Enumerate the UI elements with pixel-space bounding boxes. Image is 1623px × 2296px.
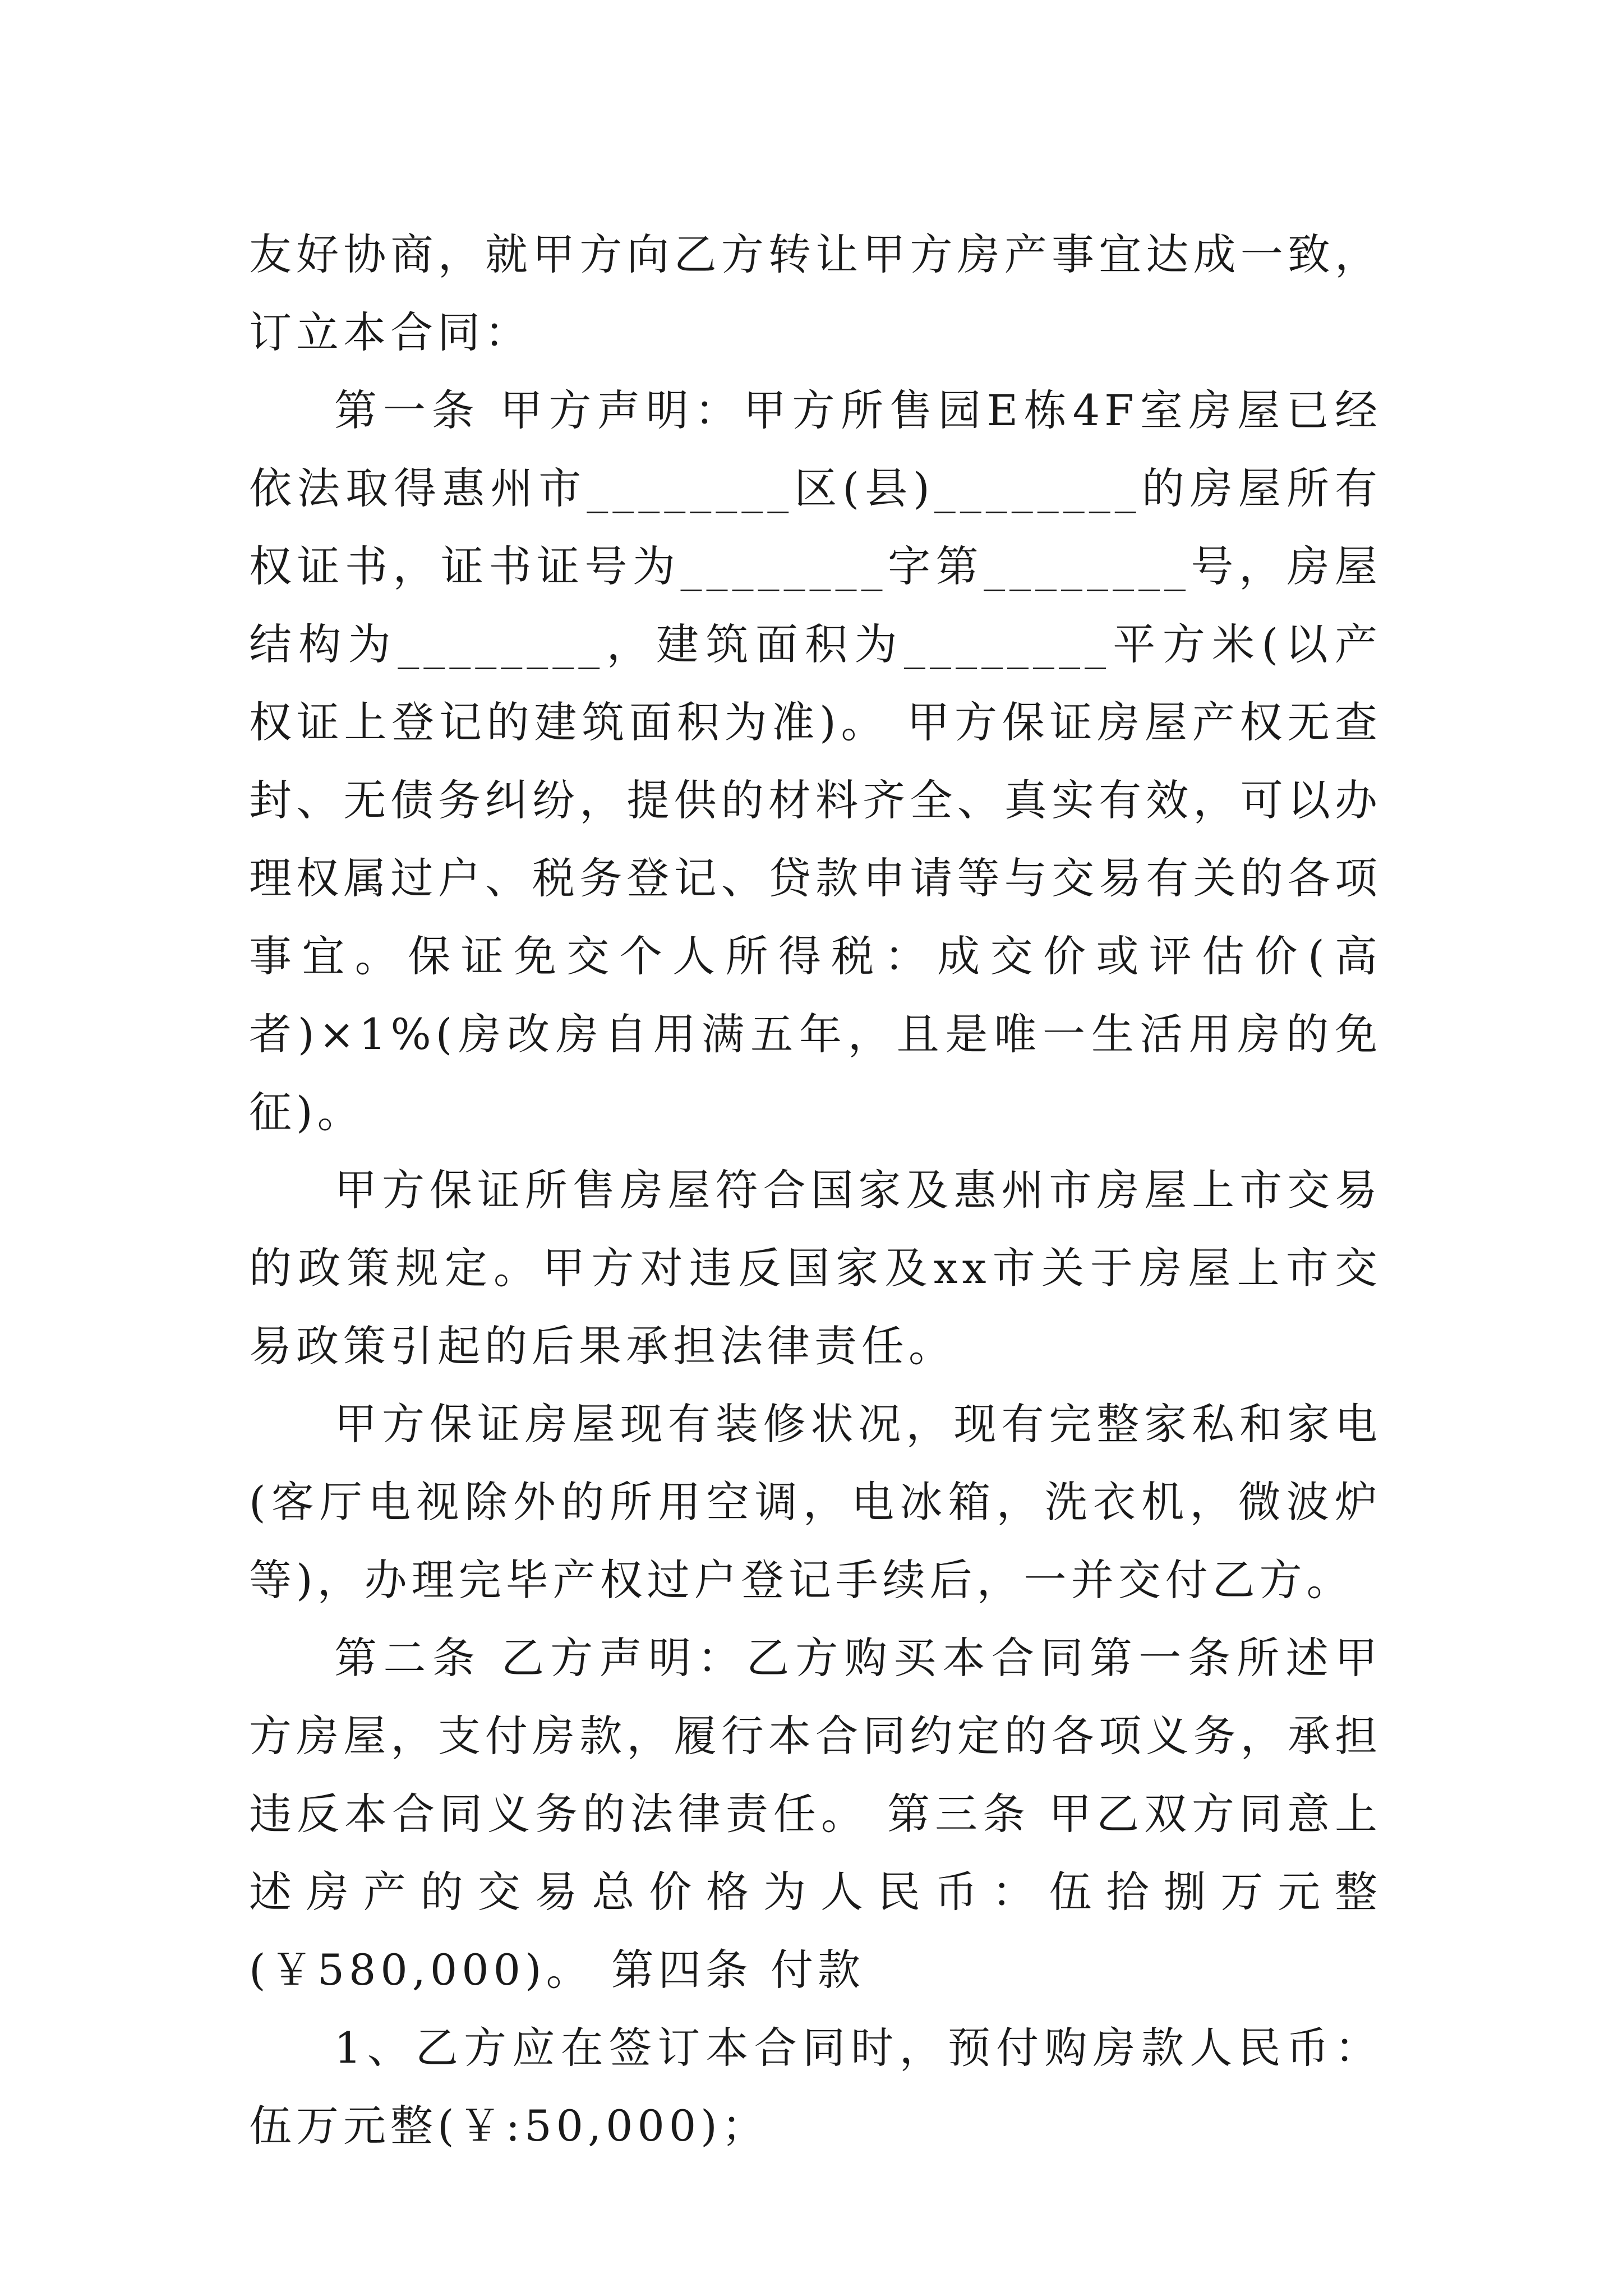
contract-body xyxy=(249,215,1382,2165)
paragraph-furnishing-guarantee: 甲方保证房屋现有装修状况，现有完整家私和家电(客厅电视除外的所用空调，电冰箱，洗衣机，微波炉等)，办理完毕产权过户登记手续后，一并交付乙方。 xyxy=(249,1399,1382,1605)
paragraph-article-1: 第一条 甲方声明：甲方所售园E栋4F室房屋已经依法取得惠州市________区(县)________的房屋所有权证书，证书证号为________字第________号，房屋结构为________，建筑面积为________平方米(以产权证上登记的建筑面积为准)。 甲方保证房屋产权无查封、无债务纠纷，提供的材料齐全、真实有效，可以办理权属过户、税务登记、贷款申请等与交易有关的各项事宜。保证免交个人所得税：成交价或评估价(高者)×1%(房改房自用满五年，且是唯一生活用房的免征)。 xyxy=(249,385,1382,1137)
paragraph-article-2-3-4: 第二条 乙方声明：乙方购买本合同第一条所述甲方房屋，支付房款，履行本合同约定的各项义务，承担违反本合同义务的法律责任。 第三条 甲乙双方同意上述房产的交易总价格为人民币：伍拾捌万元整(￥580,000)。 第四条 付款 xyxy=(249,1633,1382,1995)
paragraph-policy-guarantee: 甲方保证所售房屋符合国家及惠州市房屋上市交易的政策规定。甲方对违反国家及xx市关于房屋上市交易政策引起的后果承担法律责任。 xyxy=(249,1165,1382,1371)
paragraph-payment-1: 1、乙方应在签订本合同时，预付购房款人民币：伍万元整(￥:50,000)； xyxy=(249,2023,1382,2151)
paragraph-opening: 友好协商，就甲方向乙方转让甲方房产事宜达成一致，订立本合同： xyxy=(249,229,1382,357)
